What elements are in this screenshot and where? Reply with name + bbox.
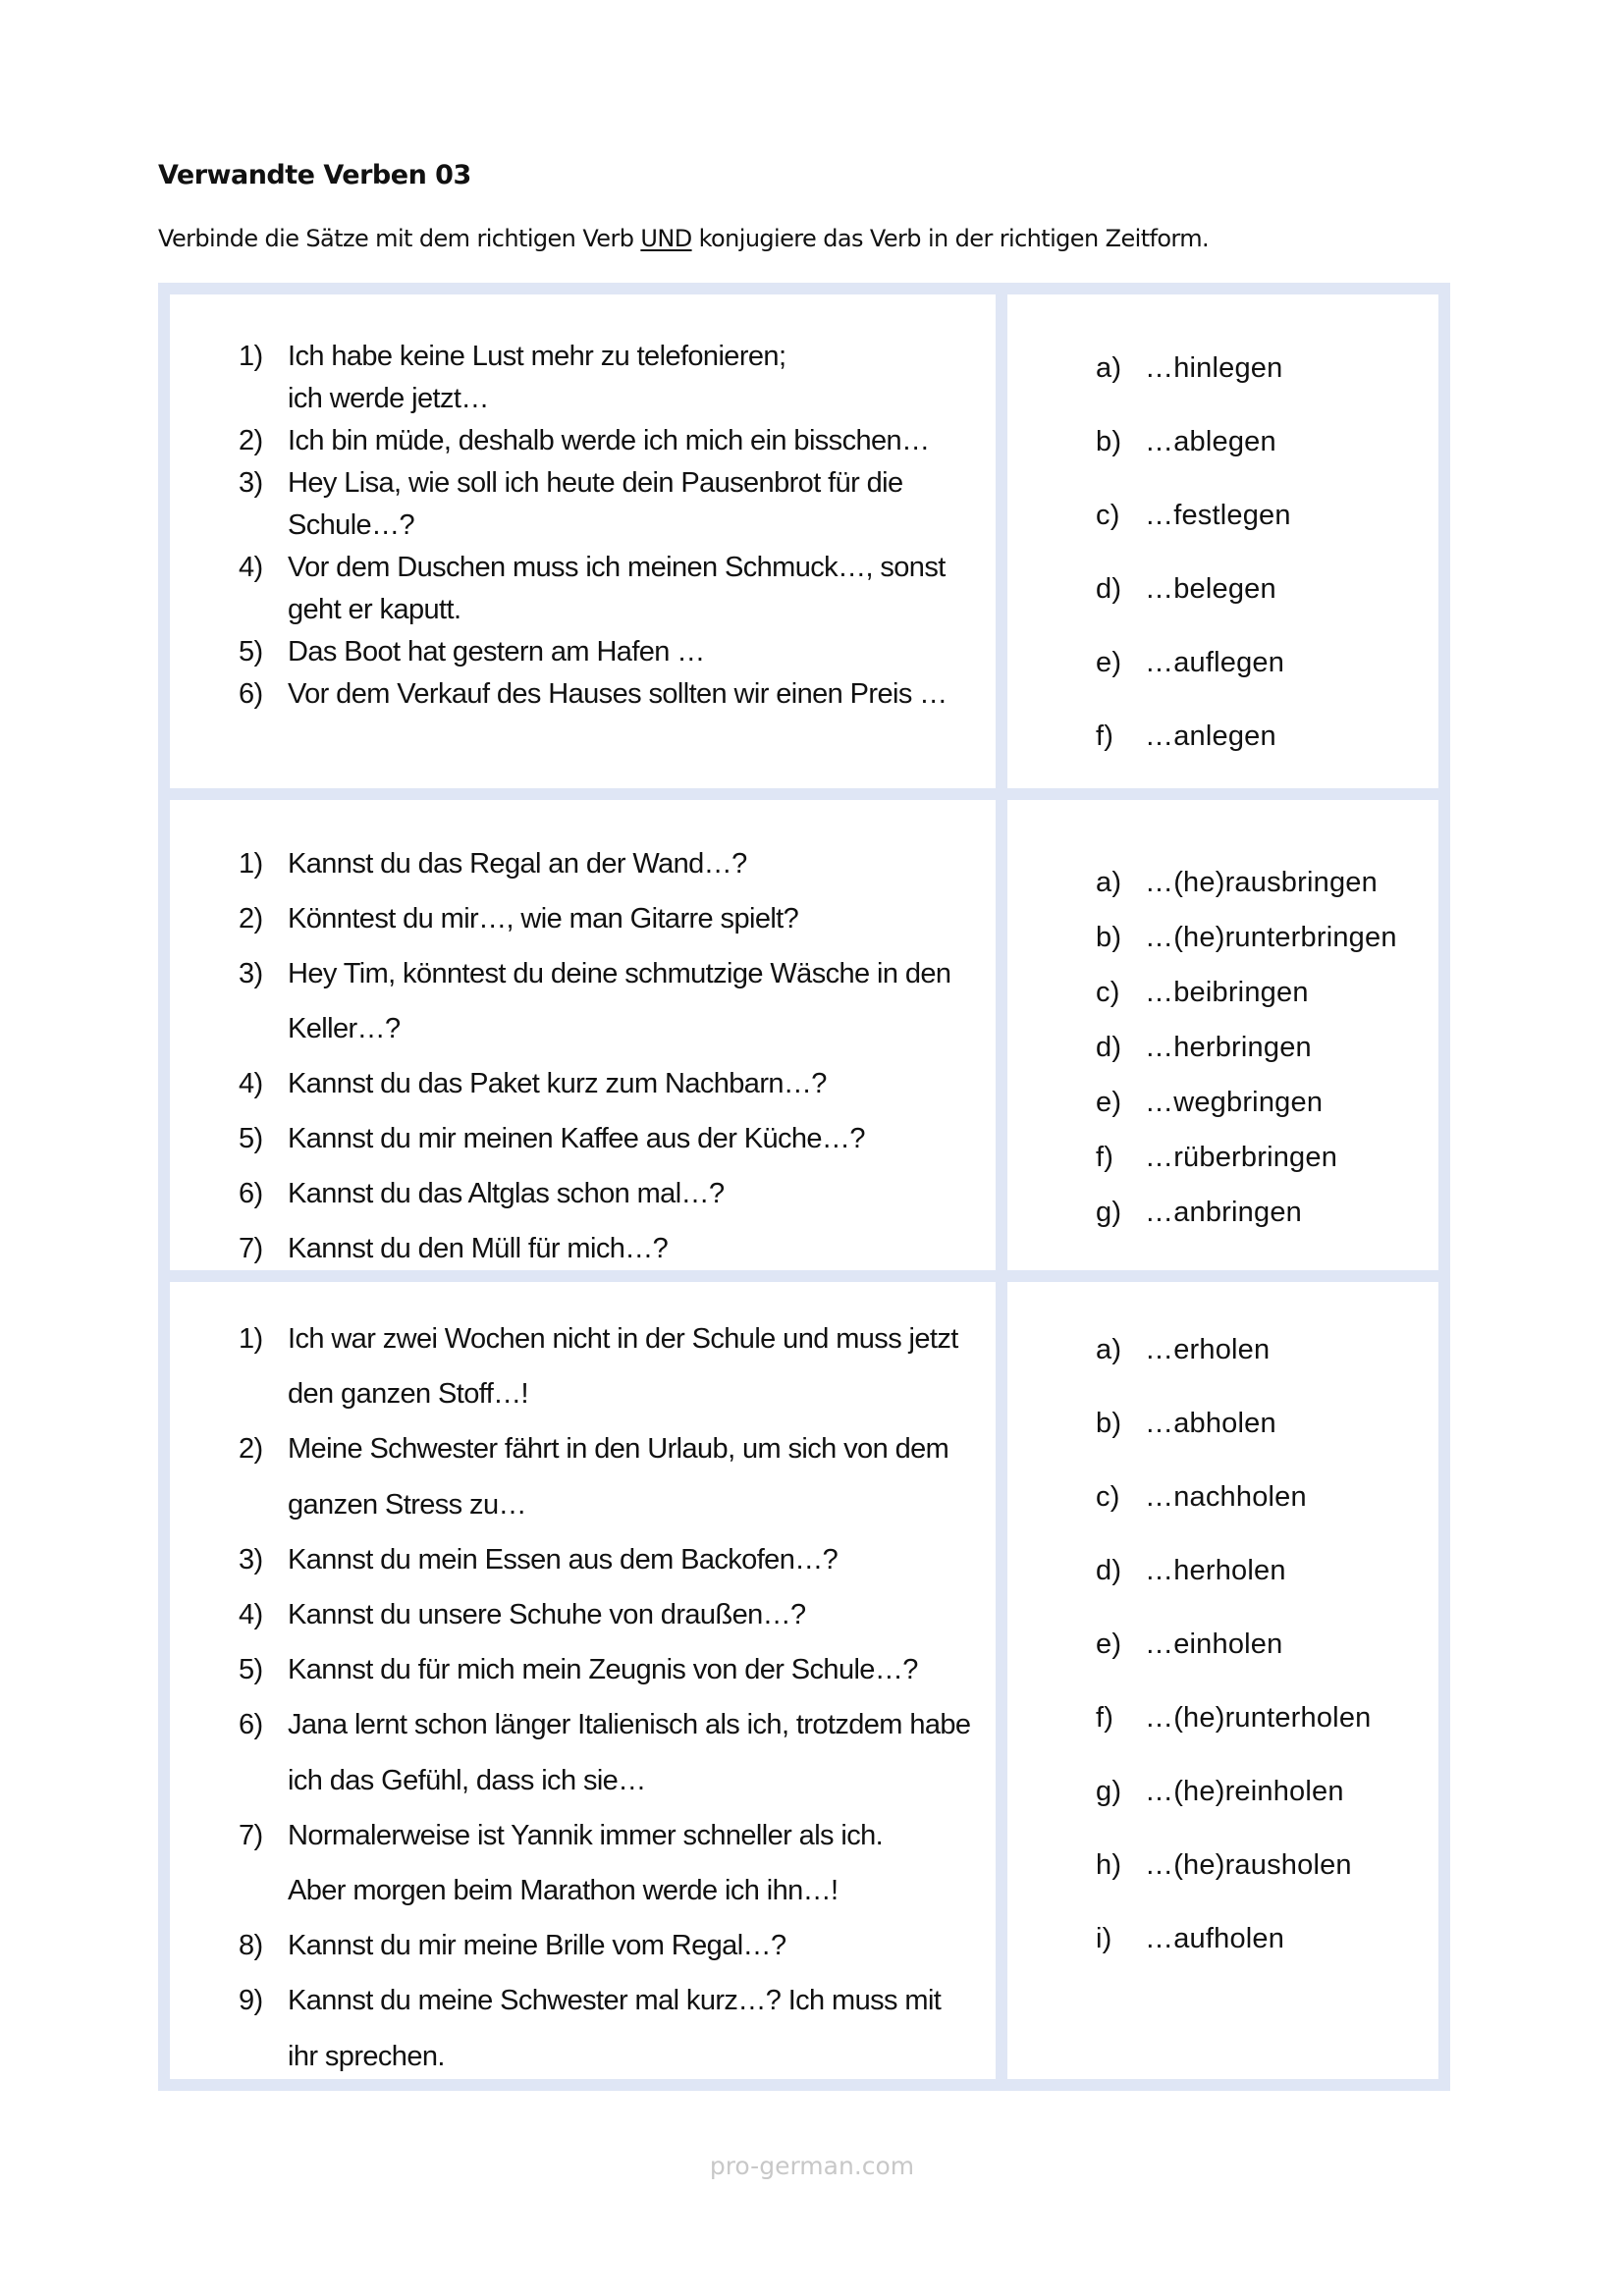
- sentence-number: 3): [239, 467, 263, 499]
- sentence-item: [239, 1808, 976, 1918]
- verb-item: [1096, 1608, 1372, 1682]
- sentence-text: Normalerweise ist Yannik immer schneller als ich. Aber morgen beim Marathon werde ich ihn…!: [288, 1819, 884, 1907]
- sentence-item: [239, 1421, 976, 1531]
- verb-letter: f): [1096, 721, 1114, 752]
- sentence-number: 4): [239, 552, 263, 583]
- verb-text: …rüberbringen: [1145, 1142, 1338, 1173]
- verb-item: [1096, 965, 1397, 1020]
- sentence-list: [239, 336, 976, 716]
- sentence-item: [239, 891, 976, 946]
- verb-text: …ablegen: [1145, 426, 1276, 457]
- sentence-number: 4): [239, 1068, 263, 1099]
- verb-text: …belegen: [1145, 573, 1276, 605]
- sentence-text: Kannst du mir meinen Kaffee aus der Küche…?: [288, 1123, 865, 1154]
- verb-item: [1096, 1461, 1372, 1534]
- sentence-item: [239, 1587, 976, 1642]
- verb-text: …(he)rausholen: [1145, 1849, 1352, 1881]
- sentence-text: Meine Schwester fährt in den Urlaub, um sich von dem ganzen Stress zu…: [288, 1433, 949, 1521]
- instruction-text: [158, 225, 1209, 252]
- sentences-cell-1: [170, 294, 996, 788]
- sentence-number: 6): [239, 1709, 263, 1741]
- sentences-cell-3: [170, 1282, 996, 2079]
- verb-item: [1096, 1755, 1372, 1829]
- verb-letter: a): [1096, 1334, 1122, 1365]
- sentence-number: 3): [239, 1543, 263, 1575]
- sentence-text: Jana lernt schon länger Italienisch als ich, trotzdem habe ich das Gefühl, dass ich sie…: [288, 1709, 971, 1796]
- sentence-item: [239, 673, 976, 716]
- sentence-item: [239, 1642, 976, 1697]
- exercise-grid: [158, 283, 1450, 2091]
- verb-letter: h): [1096, 1849, 1122, 1881]
- verb-list: [1096, 855, 1397, 1240]
- verb-text: …nachholen: [1145, 1481, 1307, 1513]
- sentence-text: Kannst du unsere Schuhe von draußen…?: [288, 1599, 806, 1631]
- sentences-cell-2: [170, 800, 996, 1270]
- verb-item: [1096, 1682, 1372, 1755]
- sentence-item: [239, 420, 976, 462]
- verb-letter: e): [1096, 647, 1122, 678]
- sentence-number: 4): [239, 1599, 263, 1631]
- verb-letter: c): [1096, 500, 1120, 531]
- sentence-item: [239, 836, 976, 891]
- sentence-item: [239, 1221, 976, 1276]
- verb-letter: f): [1096, 1142, 1114, 1173]
- verb-text: …auflegen: [1145, 647, 1285, 678]
- verb-item: [1096, 1829, 1372, 1902]
- sentence-number: 6): [239, 1178, 263, 1209]
- sentence-text: Vor dem Duschen muss ich meinen Schmuck…, sonst geht er kaputt.: [288, 552, 946, 625]
- sentence-item: [239, 547, 976, 631]
- sentence-list: [239, 836, 976, 1276]
- sentence-number: 6): [239, 678, 263, 710]
- verb-text: …(he)runterbringen: [1145, 922, 1397, 953]
- sentence-item: [239, 336, 976, 420]
- verb-item: [1096, 700, 1291, 774]
- sentence-text: Kannst du für mich mein Zeugnis von der Schule…?: [288, 1654, 918, 1686]
- instruction-part-2: konjugiere das Verb in der richtigen Zeitform.: [691, 225, 1210, 252]
- verb-item: [1096, 910, 1397, 965]
- sentence-number: 1): [239, 848, 263, 880]
- verb-text: …herbringen: [1145, 1032, 1312, 1063]
- sentence-text: Kannst du den Müll für mich…?: [288, 1233, 669, 1264]
- verb-text: …einholen: [1145, 1629, 1283, 1660]
- verb-letter: a): [1096, 352, 1122, 384]
- sentence-text: Kannst du mein Essen aus dem Backofen…?: [288, 1543, 839, 1575]
- sentence-text: Ich habe keine Lust mehr zu telefonieren; ich werde jetzt…: [288, 341, 786, 414]
- verb-item: [1096, 1313, 1372, 1387]
- verb-letter: g): [1096, 1197, 1122, 1228]
- sentence-text: Ich bin müde, deshalb werde ich mich ein bisschen…: [288, 425, 930, 456]
- sentence-text: Hey Lisa, wie soll ich heute dein Pausenbrot für die Schule…?: [288, 467, 903, 541]
- sentence-number: 9): [239, 1985, 263, 2017]
- verb-text: …aufholen: [1145, 1923, 1285, 1954]
- verb-letter: d): [1096, 1555, 1122, 1586]
- verb-item: [1096, 1534, 1372, 1608]
- sentence-text: Hey Tim, könntest du deine schmutzige Wäsche in den Keller…?: [288, 958, 951, 1044]
- verb-letter: d): [1096, 573, 1122, 605]
- sentence-number: 5): [239, 636, 263, 667]
- sentence-item: [239, 1973, 976, 2083]
- verbs-cell-1: [1007, 294, 1438, 788]
- verb-letter: c): [1096, 977, 1120, 1008]
- sentence-text: Ich war zwei Wochen nicht in der Schule und muss jetzt den ganzen Stoff…!: [288, 1323, 958, 1411]
- footer-watermark: pro-german.com: [709, 2152, 915, 2180]
- verb-letter: d): [1096, 1032, 1122, 1063]
- sentence-text: Das Boot hat gestern am Hafen …: [288, 636, 705, 667]
- sentence-number: 1): [239, 1323, 263, 1355]
- verb-text: …abholen: [1145, 1408, 1276, 1439]
- verb-text: …anbringen: [1145, 1197, 1302, 1228]
- verbs-cell-3: [1007, 1282, 1438, 2079]
- sentence-number: 8): [239, 1930, 263, 1962]
- verb-letter: f): [1096, 1702, 1114, 1734]
- verb-item: [1096, 1130, 1397, 1185]
- sentence-text: Kannst du das Paket kurz zum Nachbarn…?: [288, 1068, 827, 1099]
- sentence-number: 3): [239, 958, 263, 989]
- sentence-list: [239, 1311, 976, 2084]
- sentence-number: 5): [239, 1654, 263, 1686]
- sentence-item: [239, 631, 976, 673]
- sentence-item: [239, 946, 976, 1056]
- sentence-text: Vor dem Verkauf des Hauses sollten wir einen Preis …: [288, 678, 947, 710]
- verb-letter: b): [1096, 426, 1122, 457]
- verb-item: [1096, 332, 1291, 405]
- verb-text: …beibringen: [1145, 977, 1309, 1008]
- sentence-text: Könntest du mir…, wie man Gitarre spielt?: [288, 903, 799, 934]
- verb-item: [1096, 405, 1291, 479]
- verb-letter: b): [1096, 1408, 1122, 1439]
- verbs-cell-2: [1007, 800, 1438, 1270]
- sentence-number: 1): [239, 341, 263, 372]
- verb-text: …(he)reinholen: [1145, 1776, 1344, 1807]
- sentence-item: [239, 462, 976, 547]
- verb-item: [1096, 553, 1291, 626]
- verb-letter: e): [1096, 1087, 1122, 1118]
- verb-letter: i): [1096, 1923, 1112, 1954]
- sentence-number: 7): [239, 1233, 263, 1264]
- sentence-item: [239, 1166, 976, 1221]
- verb-text: …(he)rausbringen: [1145, 867, 1378, 898]
- sentence-item: [239, 1918, 976, 1973]
- instruction-emphasis: UND: [640, 225, 692, 252]
- verb-text: …anlegen: [1145, 721, 1276, 752]
- verb-item: [1096, 1387, 1372, 1461]
- verb-letter: c): [1096, 1481, 1120, 1513]
- sentence-number: 5): [239, 1123, 263, 1154]
- verb-item: [1096, 1185, 1397, 1240]
- sentence-item: [239, 1697, 976, 1807]
- verb-text: …erholen: [1145, 1334, 1271, 1365]
- sentence-number: 2): [239, 1433, 263, 1466]
- verb-item: [1096, 855, 1397, 910]
- sentence-text: Kannst du das Altglas schon mal…?: [288, 1178, 725, 1209]
- verb-item: [1096, 626, 1291, 700]
- sentence-text: Kannst du meine Schwester mal kurz…? Ich muss mit ihr sprechen.: [288, 1985, 942, 2072]
- verb-letter: g): [1096, 1776, 1122, 1807]
- sentence-text: Kannst du das Regal an der Wand…?: [288, 848, 747, 880]
- verb-text: …herholen: [1145, 1555, 1286, 1586]
- sentence-number: 2): [239, 903, 263, 934]
- verb-letter: e): [1096, 1629, 1122, 1660]
- verb-item: [1096, 479, 1291, 553]
- sentence-text: Kannst du mir meine Brille vom Regal…?: [288, 1930, 786, 1962]
- verb-item: [1096, 1075, 1397, 1130]
- worksheet-title: Verwandte Verben 03: [158, 160, 471, 190]
- sentence-item: [239, 1056, 976, 1111]
- verb-item: [1096, 1902, 1372, 1976]
- sentence-number: 2): [239, 425, 263, 456]
- verb-text: …festlegen: [1145, 500, 1291, 531]
- verb-item: [1096, 1020, 1397, 1075]
- verb-text: …(he)runterholen: [1145, 1702, 1372, 1734]
- verb-list: [1096, 1313, 1372, 1976]
- verb-text: …hinlegen: [1145, 352, 1283, 384]
- verb-list: [1096, 332, 1291, 774]
- sentence-number: 7): [239, 1819, 263, 1851]
- sentence-item: [239, 1311, 976, 1421]
- instruction-part-1: Verbinde die Sätze mit dem richtigen Verb: [158, 225, 641, 252]
- verb-letter: a): [1096, 867, 1122, 898]
- sentence-item: [239, 1111, 976, 1166]
- verb-text: …wegbringen: [1145, 1087, 1324, 1118]
- verb-letter: b): [1096, 922, 1122, 953]
- sentence-item: [239, 1532, 976, 1587]
